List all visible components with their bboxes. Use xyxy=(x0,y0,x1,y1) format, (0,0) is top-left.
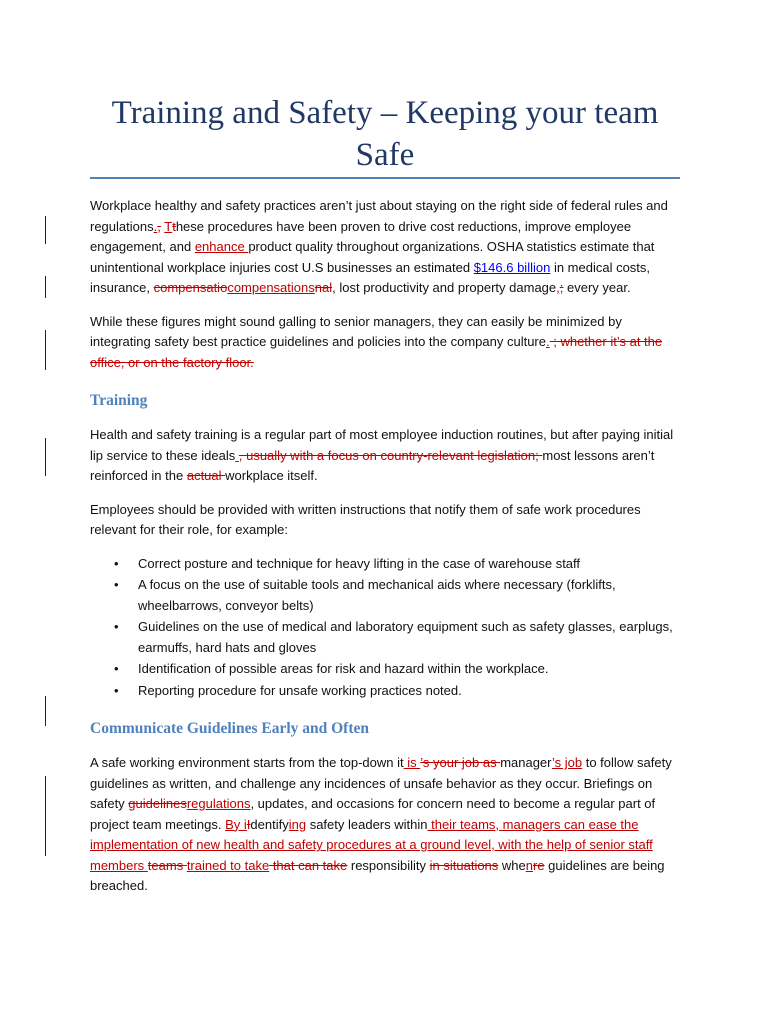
text-run: whe xyxy=(498,857,526,873)
change-bar xyxy=(45,776,46,856)
paragraph-instructions xyxy=(90,500,680,541)
change-bar xyxy=(45,276,46,298)
procedure-list xyxy=(90,554,680,702)
document-body xyxy=(90,196,680,910)
change-bar xyxy=(45,330,46,370)
text-run: safety leaders within xyxy=(306,816,428,832)
deleted-text: actual xyxy=(186,468,226,483)
inserted-text: , xyxy=(556,280,560,295)
text-run: most lessons aren’t reinforced in the xyxy=(90,447,655,483)
deleted-text: re xyxy=(533,857,545,873)
change-bar xyxy=(45,696,46,726)
text-run: responsibility xyxy=(347,857,430,873)
inserted-text: ing xyxy=(288,816,307,832)
list-item: • Identification of possible areas for risk and hazard within the workplace. xyxy=(138,659,680,680)
text-run: hese procedures have been proven to drive cost reductions, improve employee engagement, and xyxy=(90,218,632,254)
inserted-text: n xyxy=(525,857,533,873)
deleted-text: compensatio xyxy=(153,280,228,295)
text-run: Employees should be provided with written instructions that notify them of safe work procedures relevant for their role, for example: xyxy=(90,501,641,537)
change-bar xyxy=(45,216,46,244)
inserted-text: compensations xyxy=(227,280,315,295)
inserted-text: regulations xyxy=(186,796,251,811)
deleted-text: ; xyxy=(559,280,564,295)
deleted-text: teams xyxy=(147,857,187,873)
list-item: • Guidelines on the use of medical and laboratory equipment such as safety glasses, earplugs, earmuffs, hard hats and gloves xyxy=(138,617,680,658)
list-item: • Reporting procedure for unsafe working practices noted. xyxy=(138,681,680,702)
deleted-text: in situations xyxy=(429,857,499,873)
list-item: • Correct posture and technique for heavy lifting in the case of warehouse staff xyxy=(138,554,680,575)
text-run: product quality throughout organizations. OSHA statistics estimate that unintentional workplace injuries cost U.S businesses an estimated xyxy=(90,239,655,275)
text-run: workplace itself. xyxy=(225,468,318,483)
text-run: in medical costs, insurance, xyxy=(90,259,651,295)
text-run: , updates, and occasions for concern need to become a regular part of project team meetings. xyxy=(90,796,656,832)
text-run: , lost productivity and property damage xyxy=(332,280,557,295)
text-run: guidelines are being breached. xyxy=(90,857,665,893)
inserted-text: their teams, managers can ease the implementation of new health and safety procedures at a ground level, with the help of senior staff members xyxy=(90,816,653,873)
paragraph-communicate xyxy=(90,753,680,897)
text-run: every year. xyxy=(563,280,631,295)
inserted-text: . xyxy=(153,218,158,234)
change-bar xyxy=(45,438,46,476)
deleted-text: nal xyxy=(314,280,333,295)
deleted-text: guidelines xyxy=(128,796,187,811)
text-run: A safe working environment starts from the top-down it xyxy=(90,755,404,770)
deleted-text: that can take xyxy=(269,857,348,873)
deleted-text: ; whether it’s at the office, or on the factory floor. xyxy=(90,334,663,370)
list-item: • A focus on the use of suitable tools and mechanical aids where necessary (forklifts, wheelbarrows, conveyor belts) xyxy=(138,575,680,616)
text-run: dentify xyxy=(250,816,289,832)
heading-training: Training xyxy=(90,392,148,409)
paragraph-intro xyxy=(90,196,680,299)
inserted-text: enhance xyxy=(194,239,249,254)
inserted-text: is xyxy=(403,755,421,770)
inserted-text: ’s job xyxy=(551,755,583,770)
deleted-text: , usually with a focus on country-relevant legislation; xyxy=(238,447,543,463)
text-run: Workplace healthy and safety practices aren’t just about staying on the right side of federal rules and regulations xyxy=(90,198,668,234)
inserted-text: T xyxy=(164,218,173,234)
deleted-text: I xyxy=(246,816,251,832)
inserted-text: . xyxy=(546,334,550,349)
deleted-text: ’s your job as xyxy=(420,755,501,770)
statistic-link[interactable]: $146.6 billion xyxy=(473,259,551,275)
deleted-text: t xyxy=(172,218,176,234)
paragraph-figures xyxy=(90,312,680,374)
document-title: Training and Safety – Keeping your team Safe xyxy=(111,95,659,173)
deleted-text: , xyxy=(157,218,161,234)
inserted-text: By i xyxy=(225,816,247,832)
text-run: While these figures might sound galling to senior managers, they can easily be minimized by integrating safety best practice guidelines and policies into the company culture xyxy=(90,313,622,349)
inserted-text: trained to take xyxy=(186,857,270,873)
heading-communicate: Communicate Guidelines Early and Often xyxy=(90,720,370,737)
title-divider xyxy=(90,177,680,179)
text-run: manager xyxy=(500,755,552,770)
text-run: to follow safety guidelines as written, and challenge any incidences of unsafe behavior as they occur. Briefings on safety xyxy=(90,755,672,811)
paragraph-training xyxy=(90,425,680,487)
text-run: Health and safety training is a regular part of most employee induction routines, but after paying initial lip service to these ideals xyxy=(90,427,674,463)
